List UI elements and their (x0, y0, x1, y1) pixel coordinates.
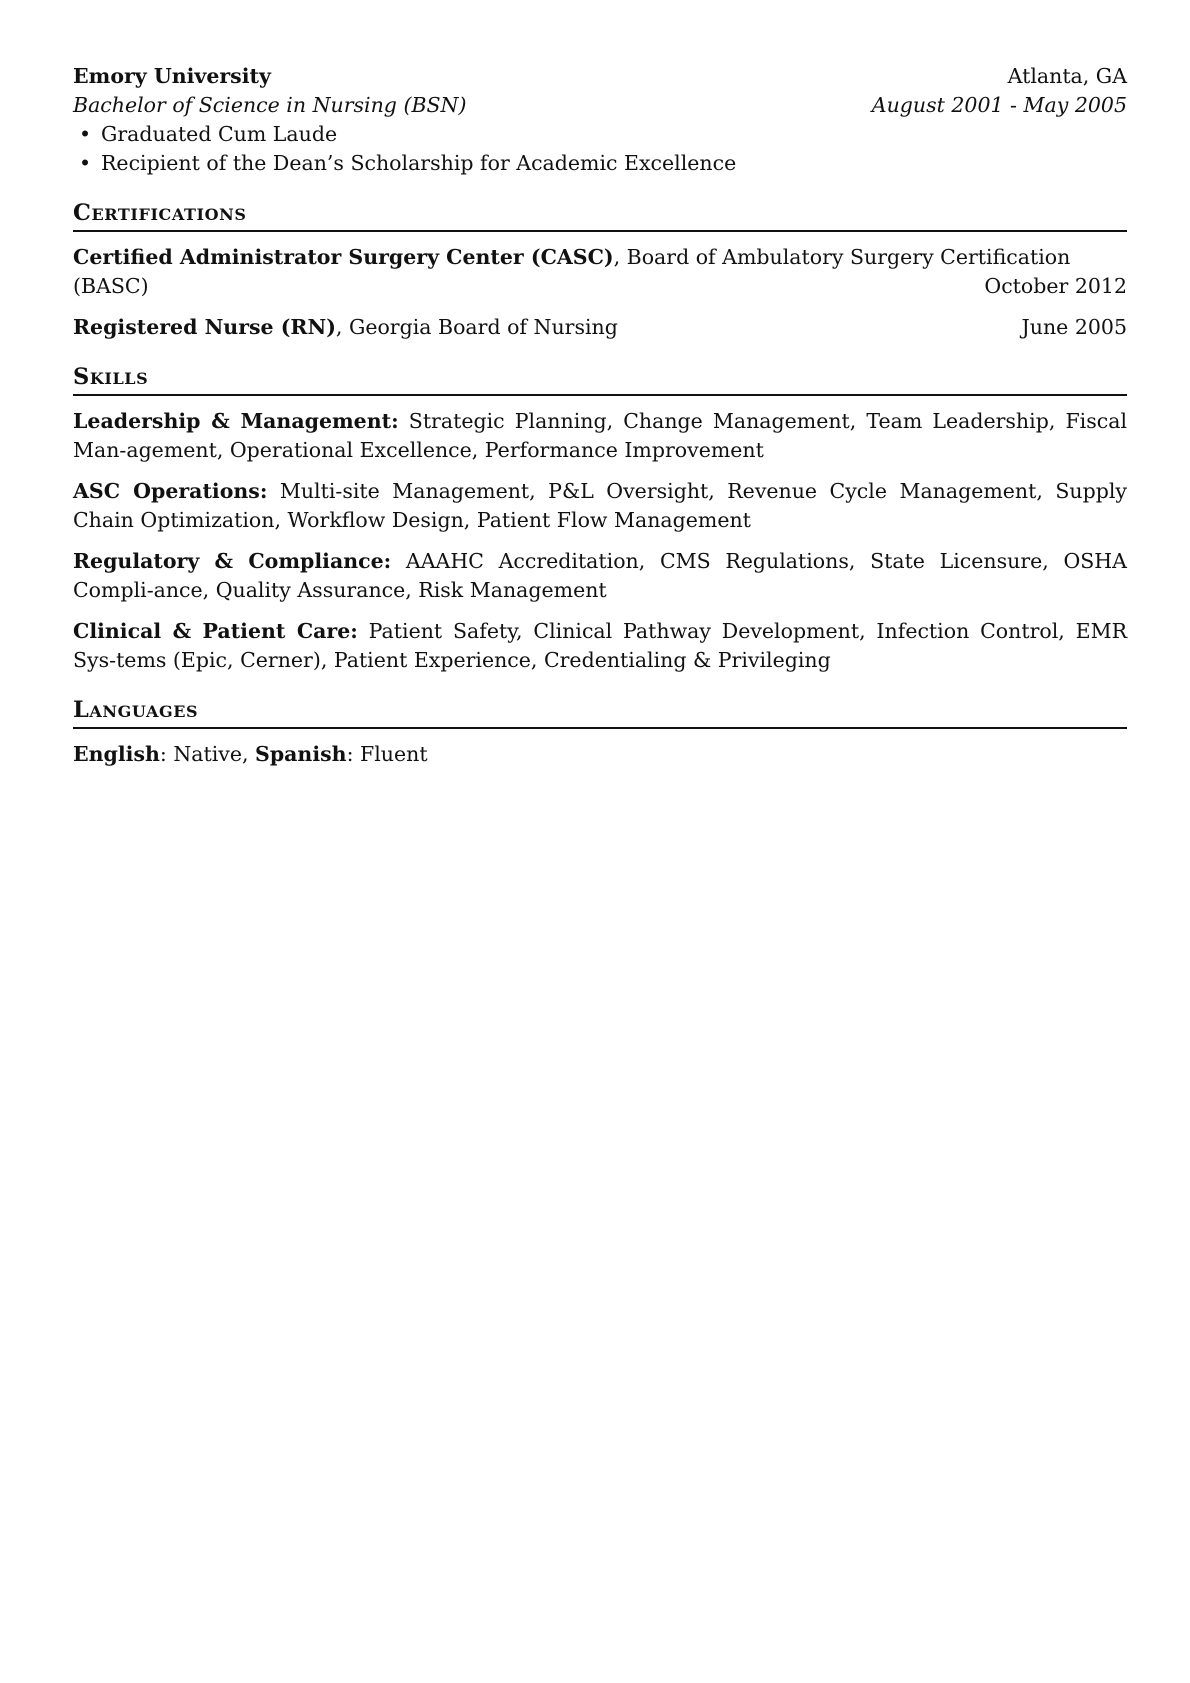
list-item: • Graduated Cum Laude (73, 120, 1127, 149)
certification-entry (73, 243, 1127, 301)
skill-group-label: ASC Operations: (73, 479, 268, 503)
skills-section (73, 396, 1127, 675)
certification-name: Certified Administrator Surgery Center (CASC) (73, 245, 614, 269)
institution-location: Atlanta, GA (1007, 64, 1127, 88)
language-name: Spanish (255, 742, 347, 766)
institution-name: Emory University (73, 64, 271, 88)
certification-line (73, 313, 1127, 342)
section-heading-languages: Languages (73, 695, 1127, 729)
list-item: • Recipient of the Dean’s Scholarship for Academic Excellence (73, 149, 1127, 178)
skill-group-label: Clinical & Patient Care: (73, 619, 358, 643)
certifications-section (73, 232, 1127, 342)
certification-date: October 2012 (984, 274, 1127, 298)
certification-line (73, 243, 1127, 272)
skill-group-label: Leadership & Management: (73, 409, 399, 433)
resume-page (73, 62, 1127, 769)
languages-line (73, 740, 1127, 769)
skill-group-items: Multi-site Management, P&L Oversight, Revenue Cycle Management, Supply Chain Optimization, Workflow Design, Patient Flow Management (73, 479, 1127, 532)
certification-issuer: , Georgia Board of Nursing (335, 315, 618, 339)
education-degree-row (73, 91, 1127, 120)
certification-issuer: , Board of Ambulatory Surgery Certification (613, 245, 1071, 269)
certification-line (73, 272, 1127, 301)
education-header-row (73, 62, 1127, 91)
section-heading-skills: Skills (73, 362, 1127, 396)
skill-group-items: Strategic Planning, Change Management, Team Leadership, Fiscal Man-agement, Operational Excellence, Performance Improvement (73, 409, 1128, 462)
certification-date: June 2005 (1021, 315, 1127, 339)
skill-group (73, 617, 1127, 675)
skill-group (73, 547, 1127, 605)
section-heading-certifications: Certifications (73, 198, 1127, 232)
education-entry (73, 62, 1127, 178)
skill-group (73, 477, 1127, 535)
language-name: English (73, 742, 160, 766)
degree-title: Bachelor of Science in Nursing (BSN) (73, 93, 467, 117)
language-level: : Fluent (346, 742, 428, 766)
certification-issuer-continued: (BASC) (73, 274, 149, 298)
certification-name: Registered Nurse (RN) (73, 315, 336, 339)
language-level: : Native, (159, 742, 256, 766)
certification-entry (73, 313, 1127, 342)
languages-section (73, 729, 1127, 769)
skill-group (73, 407, 1127, 465)
education-bullets (73, 120, 1127, 178)
education-dates: August 2001 - May 2005 (871, 93, 1127, 117)
skill-group-items: AAAHC Accreditation, CMS Regulations, State Licensure, OSHA Compli-ance, Quality Assurance, Risk Management (73, 549, 1127, 602)
skill-group-items: Patient Safety, Clinical Pathway Development, Infection Control, EMR Sys-tems (Epic, Cerner), Patient Experience, Credentialing & Privileging (73, 619, 1128, 672)
skill-group-label: Regulatory & Compliance: (73, 549, 392, 573)
